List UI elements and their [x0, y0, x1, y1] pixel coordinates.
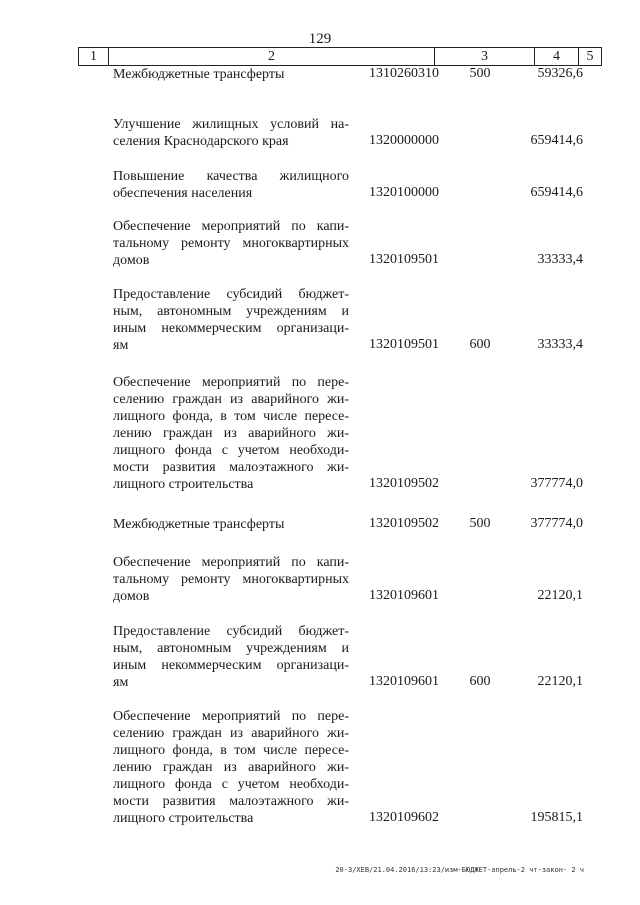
column-header-2: 2 — [109, 48, 435, 65]
row-description-line: селения Краснодарского края — [113, 134, 289, 149]
row-description-line: лищного строительства — [113, 477, 254, 492]
row-description-line: Улучшение жилищных условий на- — [113, 117, 349, 132]
row-description-line: лению граждан из аварийного жи- — [113, 426, 349, 441]
row-amount: 59326,6 — [537, 66, 583, 81]
row-amount: 33333,4 — [537, 337, 583, 352]
row-type: 500 — [469, 516, 491, 531]
row-code: 1320109601 — [369, 588, 439, 603]
row-code: 1320109501 — [369, 252, 439, 267]
row-amount: 33333,4 — [537, 252, 583, 267]
row-code: 1320109502 — [369, 516, 439, 531]
row-description-line: иным некоммерческим организаци- — [113, 658, 349, 673]
row-description-line: лению граждан из аварийного жи- — [113, 760, 349, 775]
row-description-line: селению граждан из аварийного жи- — [113, 726, 349, 741]
row-description-line: иным некоммерческим организаци- — [113, 321, 349, 336]
row-description — [113, 66, 349, 83]
row-description-line: Межбюджетные трансферты — [113, 67, 285, 82]
row-code: 1320109501 — [369, 337, 439, 352]
row-amount: 195815,1 — [530, 810, 583, 825]
row-description-line: ям — [113, 338, 129, 353]
row-description-line: ным, автономным учреждениям и — [113, 641, 349, 656]
row-description — [113, 218, 349, 269]
row-code: 1320100000 — [369, 185, 439, 200]
row-description-line: Обеспечение мероприятий по капи- — [113, 219, 349, 234]
row-description — [113, 554, 349, 605]
row-description — [113, 374, 349, 493]
row-description — [113, 286, 349, 354]
row-description-line: домов — [113, 589, 150, 604]
row-description-line: лищного фонда с учетом необходи- — [113, 443, 349, 458]
row-type: 500 — [469, 66, 491, 81]
row-description-line: мости развития малоэтажного жи- — [113, 460, 349, 475]
row-description — [113, 516, 349, 533]
row-code: 1320000000 — [369, 133, 439, 148]
row-description-line: ям — [113, 675, 129, 690]
column-header-row — [78, 47, 602, 66]
row-description-line: лищного фонда, в том числе пересе- — [113, 743, 349, 758]
row-amount: 377774,0 — [530, 476, 583, 491]
row-description-line: Повышение качества жилищного — [113, 169, 349, 184]
document-footer: 20-3/ХЕВ/21.04.2016/13:23/изм-БЮДЖЕТ-апрель-2 чт-закон- 2 ч — [335, 866, 584, 874]
row-description-line: Предоставление субсидий бюджет- — [113, 287, 349, 302]
row-description-line: лищного фонда с учетом необходи- — [113, 777, 349, 792]
row-description-line: тальному ремонту многоквартирных — [113, 236, 349, 251]
row-code: 1320109502 — [369, 476, 439, 491]
row-amount: 22120,1 — [537, 674, 583, 689]
row-code: 1310260310 — [369, 66, 439, 81]
row-description-line: лищного фонда, в том числе пересе- — [113, 409, 349, 424]
row-description-line: селению граждан из аварийного жи- — [113, 392, 349, 407]
row-description-line: тальному ремонту многоквартирных — [113, 572, 349, 587]
row-description-line: Обеспечение мероприятий по пере- — [113, 709, 349, 724]
row-amount: 22120,1 — [537, 588, 583, 603]
row-description-line: Предоставление субсидий бюджет- — [113, 624, 349, 639]
row-amount: 659414,6 — [530, 185, 583, 200]
row-description — [113, 116, 349, 150]
row-description-line: Обеспечение мероприятий по капи- — [113, 555, 349, 570]
row-amount: 377774,0 — [530, 516, 583, 531]
column-header-4: 4 — [535, 48, 579, 65]
row-code: 1320109602 — [369, 810, 439, 825]
row-amount: 659414,6 — [530, 133, 583, 148]
column-header-1: 1 — [79, 48, 109, 65]
row-description-line: лищного строительства — [113, 811, 254, 826]
row-description — [113, 168, 349, 202]
row-description-line: Межбюджетные трансферты — [113, 517, 285, 532]
row-description-line: мости развития малоэтажного жи- — [113, 794, 349, 809]
row-type: 600 — [469, 674, 491, 689]
column-header-3: 3 — [435, 48, 535, 65]
row-description-line: Обеспечение мероприятий по пере- — [113, 375, 349, 390]
row-code: 1320109601 — [369, 674, 439, 689]
row-description-line: обеспечения населения — [113, 186, 253, 201]
row-description-line: ным, автономным учреждениям и — [113, 304, 349, 319]
row-description — [113, 708, 349, 827]
row-description — [113, 623, 349, 691]
row-type: 600 — [469, 337, 491, 352]
row-description-line: домов — [113, 253, 150, 268]
page-number: 129 — [308, 31, 332, 47]
column-header-5: 5 — [586, 49, 594, 64]
